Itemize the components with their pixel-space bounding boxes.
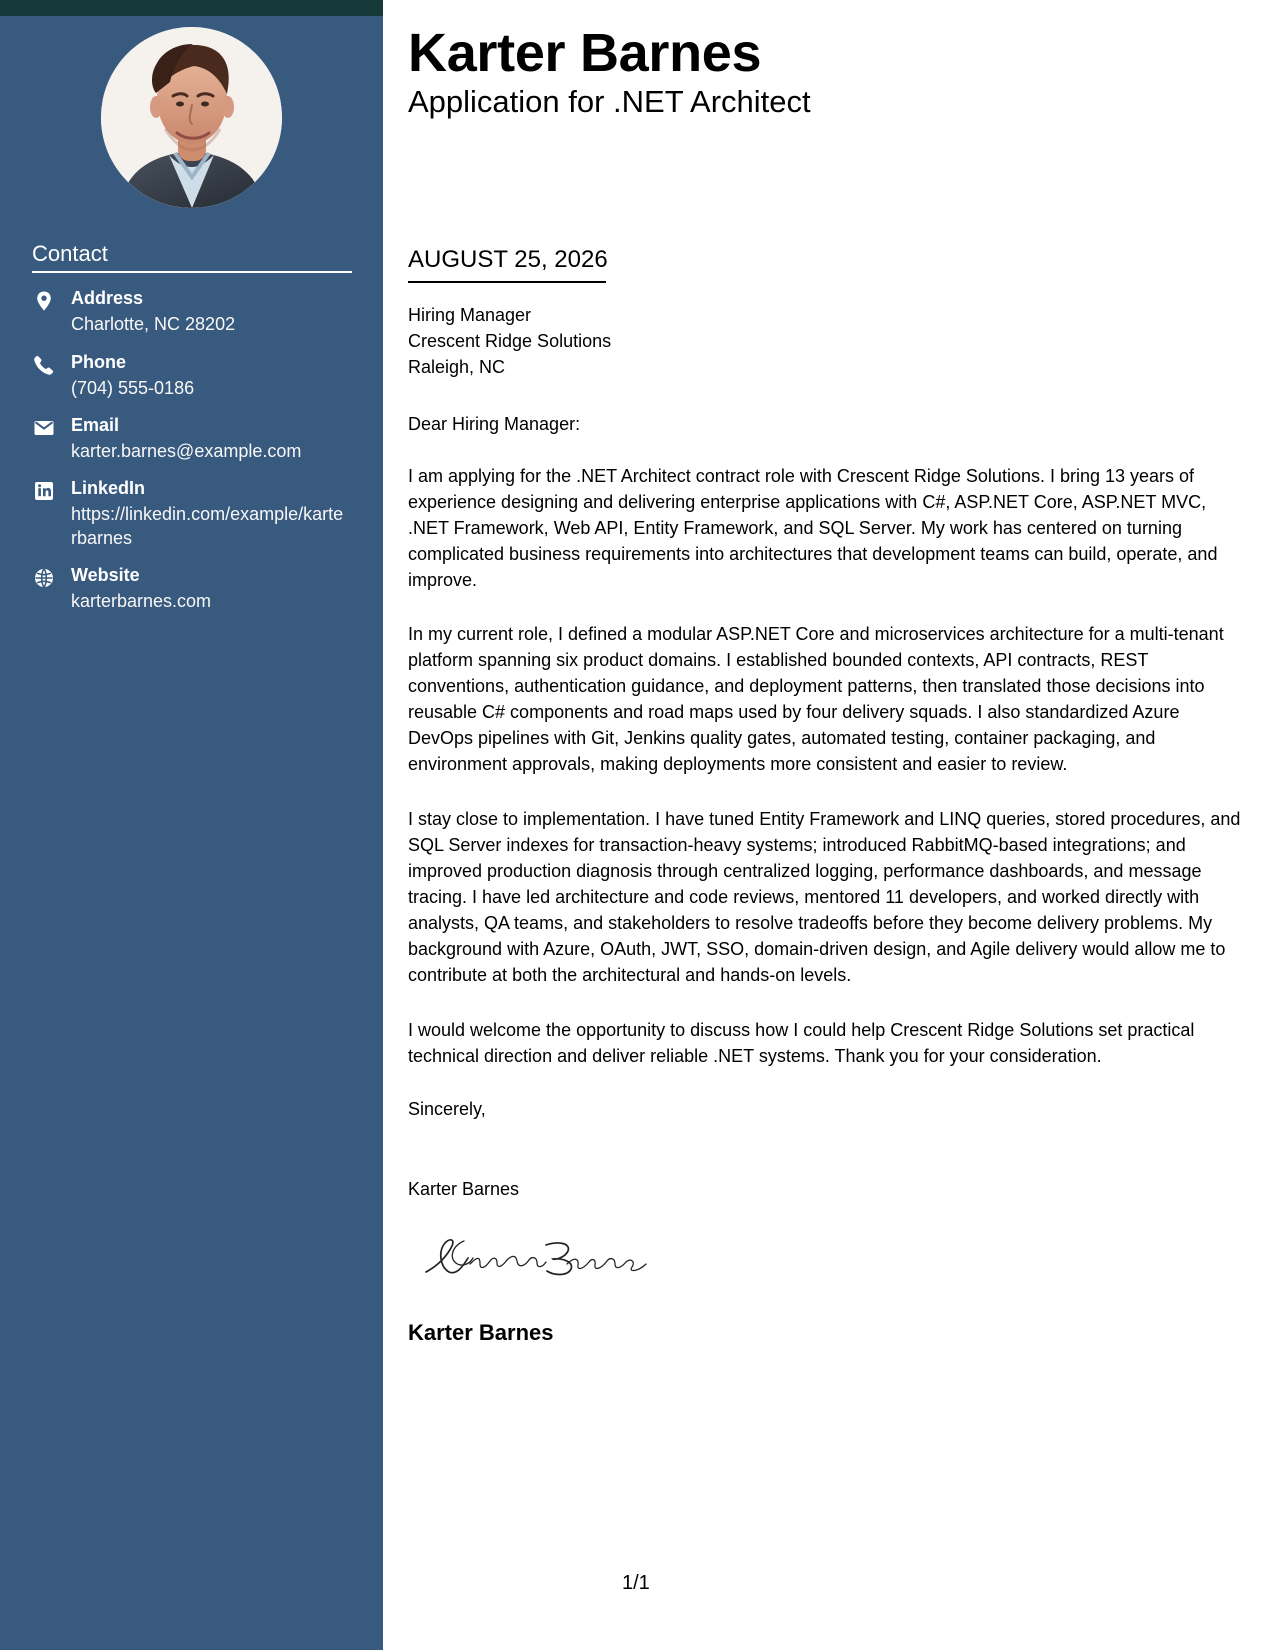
phone-icon [32, 353, 56, 377]
phone-value: (704) 555-0186 [71, 378, 195, 398]
date-underline [408, 281, 606, 283]
linkedin-value: https://linkedin.com/example/karterbarnes [71, 504, 344, 548]
recipient-block [408, 302, 1248, 380]
contact-heading: Contact [32, 241, 108, 266]
website-label: Website [71, 565, 140, 585]
recipient-line: Hiring Manager [408, 305, 532, 325]
address-value: Charlotte, NC 28202 [71, 314, 236, 334]
address-label: Address [71, 288, 144, 308]
contact-heading-divider [32, 271, 352, 273]
phone-label: Phone [71, 352, 127, 372]
letter-closing: Sincerely, [408, 1099, 486, 1119]
linkedin-icon [32, 479, 56, 503]
website-value: karterbarnes.com [71, 591, 212, 611]
letter-paragraph: In my current role, I defined a modular ASP.NET Core and microservices architecture for a multi-tenant platform spanning six product domains. I established bounded contexts, API contracts, REST conventions, authentication guidance, and deployment patterns, then translated those decisions into reusable C# components and road maps used by four delivery squads. I also standardized Azure DevOps pipelines with Git, Jenkins quality gates, automated testing, container packaging, and environment approvals, making deployments more consistent and easier to review. [408, 624, 1224, 774]
letter-paragraph: I would welcome the opportunity to discuss how I could help Crescent Ridge Solutions set practical technical direction and deliver reliable .NET systems. Thank you for your consideration. [408, 1020, 1195, 1066]
salutation: Dear Hiring Manager: [408, 414, 581, 434]
letter-date: AUGUST 25, 2026 [408, 246, 608, 273]
email-icon [32, 416, 56, 440]
applicant-name: Karter Barnes [408, 23, 762, 83]
typed-sender-name: Karter Barnes [408, 1179, 520, 1199]
email-label: Email [71, 415, 120, 435]
signature-name: Karter Barnes [408, 1320, 554, 1345]
location-pin-icon [32, 289, 56, 313]
profile-photo [101, 27, 282, 208]
sidebar-top-accent [0, 0, 383, 16]
application-title: Application for .NET Architect [408, 84, 811, 119]
letter-paragraph: I am applying for the .NET Architect contract role with Crescent Ridge Solutions. I bring 13 years of experience designing and delivering enterprise applications with C#, ASP.NET Core, ASP.NET MVC, .NET Framework, Web API, Entity Framework, and SQL Server. My work has centered on turning complicated business requirements into architectures that development teams can build, operate, and improve. [408, 466, 1218, 590]
recipient-line: Raleigh, NC [408, 357, 506, 377]
linkedin-label: LinkedIn [71, 478, 146, 498]
handwritten-signature [421, 1233, 651, 1285]
contact-sidebar [0, 0, 383, 1650]
recipient-line: Crescent Ridge Solutions [408, 331, 612, 351]
page-indicator: 1/1 [622, 1572, 650, 1594]
email-value: karter.barnes@example.com [71, 441, 302, 461]
letter-paragraph: I stay close to implementation. I have tuned Entity Framework and LINQ queries, stored procedures, and SQL Server indexes for transaction-heavy systems; introduced RabbitMQ-based integrations; and improved production diagnosis through centralized logging, performance dashboards, and message tracing. I have led architecture and code reviews, mentored 11 developers, and worked directly with analysts, QA teams, and stakeholders to resolve tradeoffs before they become delivery problems. My background with Azure, OAuth, JWT, SSO, domain-driven design, and Agile delivery would allow me to contribute at both the architectural and hands-on levels. [408, 809, 1241, 985]
globe-icon [32, 566, 56, 590]
